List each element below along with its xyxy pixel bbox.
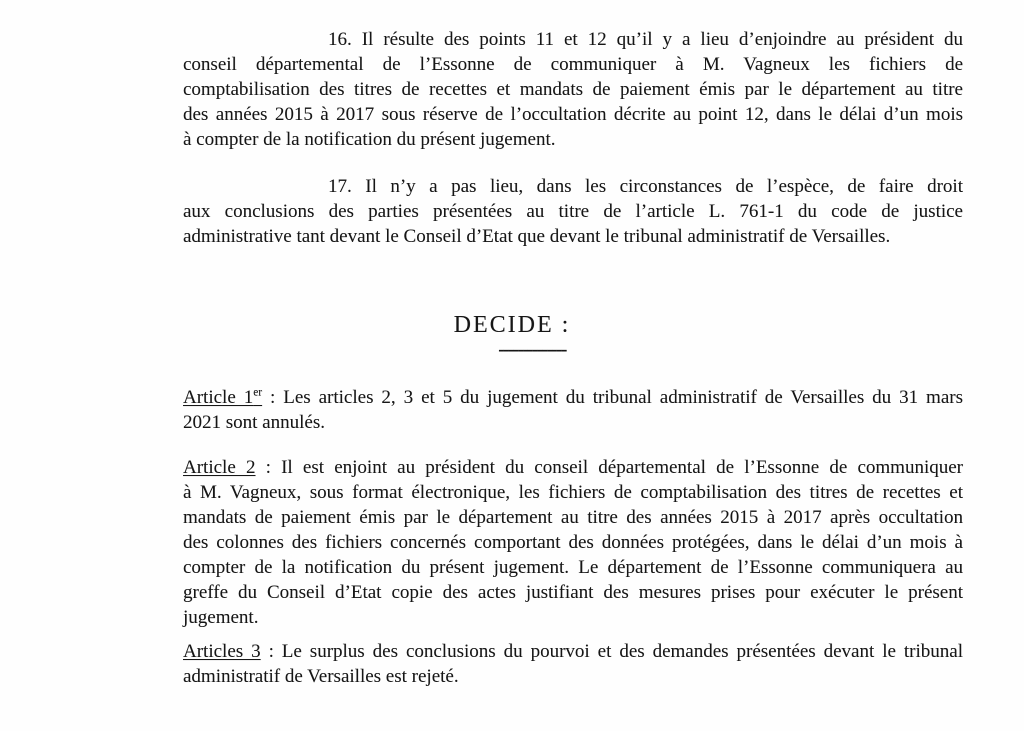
article-3-body-start: : Le surplus des conclusions du pourvoi et des demandes présentées devant le tribunal xyxy=(260,641,963,662)
article-2-label: Article 2 xyxy=(183,457,256,478)
text-line: à compter de la notification du présent jugement. xyxy=(183,129,556,150)
text-line xyxy=(183,639,963,664)
text-line: compter de la notification du présent jugement. Le département de l’Essonne communiquera au xyxy=(183,557,963,578)
text-line: 17. Il n’y a pas lieu, dans les circonstances de l’espèce, de faire droit xyxy=(328,176,963,197)
decide-underline: -------------- xyxy=(498,339,566,360)
article-1-label-text: Article 1 xyxy=(183,387,254,408)
text-line: des colonnes des fichiers concernés comportant des données protégées, dans le délai d’un mois à xyxy=(183,532,963,553)
text-line: greffe du Conseil d’Etat copie des actes justifiant des mesures prises pour exécuter le présent xyxy=(183,582,963,603)
article-1-label xyxy=(183,387,262,408)
decide-heading: DECIDE : xyxy=(453,312,571,338)
paragraph-16 xyxy=(183,27,963,152)
text-line: administrative tant devant le Conseil d’Etat que devant le tribunal administratif de Versailles. xyxy=(183,226,891,247)
text-line: conseil départemental de l’Essonne de communiquer à M. Vagneux les fichiers de xyxy=(183,54,963,75)
text-line: 2021 sont annulés. xyxy=(183,412,325,433)
text-line: comptabilisation des titres de recettes et mandats de paiement émis par le département au titre xyxy=(183,79,963,100)
text-line: mandats de paiement émis par le département au titre des années 2015 à 2017 après occultation xyxy=(183,507,963,528)
paragraph-17 xyxy=(183,174,963,249)
article-3-label: Articles 3 xyxy=(183,641,261,662)
text-line: des années 2015 à 2017 sous réserve de l’occultation décrite au point 12, dans le délai d’un mois xyxy=(183,104,963,125)
text-line: jugement. xyxy=(183,607,259,628)
text-line: aux conclusions des parties présentées au titre de l’article L. 761-1 du code de justice xyxy=(183,201,963,222)
article-1-label-superscript: er xyxy=(253,386,263,399)
text-line: administratif de Versailles est rejeté. xyxy=(183,666,459,687)
article-3 xyxy=(183,639,963,689)
article-1-body-start: : Les articles 2, 3 et 5 du jugement du tribunal administratif de Versailles du 31 mars xyxy=(262,387,963,408)
text-line xyxy=(183,385,963,410)
article-2-body-start: : Il est enjoint au président du conseil départemental de l’Essonne de communiquer xyxy=(255,457,963,478)
article-1 xyxy=(183,385,963,435)
text-line xyxy=(183,455,963,480)
text-line: 16. Il résulte des points 11 et 12 qu’il y a lieu d’enjoindre au président du xyxy=(328,29,963,50)
article-2 xyxy=(183,455,963,630)
text-line: à M. Vagneux, sous format électronique, les fichiers de comptabilisation des titres de recettes et xyxy=(183,482,963,503)
